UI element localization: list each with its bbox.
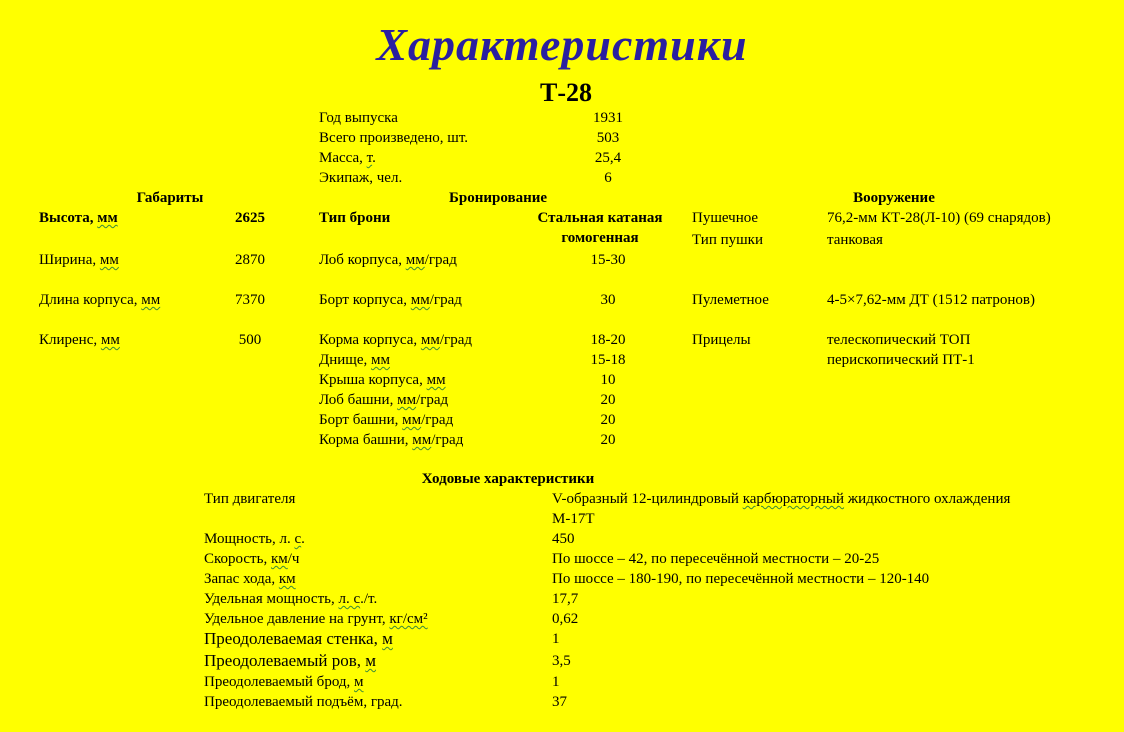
general-year-value: 1931 bbox=[593, 110, 623, 126]
engine-label: Тип двигателя bbox=[204, 491, 296, 507]
wall-value: 1 bbox=[552, 631, 560, 647]
general-produced-label: Всего произведено, шт. bbox=[319, 130, 469, 146]
weapons-gun-type-value: танковая bbox=[827, 232, 883, 248]
armor-row-label: Крыша корпуса, мм bbox=[319, 372, 446, 388]
armor-row-label: Борт башни, мм/град bbox=[319, 412, 454, 428]
specific-power-value: 17,7 bbox=[552, 591, 579, 607]
dim-width-value: 2870 bbox=[235, 252, 265, 268]
general-produced-value: 503 bbox=[596, 130, 620, 146]
dim-length-label: Длина корпуса, мм bbox=[39, 292, 161, 308]
armor-row-label: Корма башни, мм/град bbox=[319, 432, 464, 448]
range-value: По шоссе – 180-190, по пересечённой местности – 120-140 bbox=[552, 571, 930, 587]
armor-row-value: 18-20 bbox=[590, 332, 626, 348]
general-mass-value: 25,4 bbox=[594, 150, 622, 166]
armor-type-value-1: Стальная катаная bbox=[537, 210, 663, 226]
armor-type-label: Тип брони bbox=[319, 210, 391, 226]
dim-clearance-value: 500 bbox=[238, 332, 262, 348]
mobility-heading: Ходовые характеристики bbox=[421, 471, 595, 487]
armor-row-label: Лоб башни, мм/град bbox=[319, 392, 449, 408]
dimensions-heading: Габариты bbox=[136, 190, 204, 206]
armor-heading: Бронирование bbox=[448, 190, 548, 206]
armor-type-value-2: гомогенная bbox=[561, 230, 639, 246]
armor-row-value: 20 bbox=[600, 432, 616, 448]
armor-row-value: 15-30 bbox=[590, 252, 626, 268]
engine-model: М-17Т bbox=[552, 511, 595, 527]
dim-length-value: 7370 bbox=[235, 292, 265, 308]
dim-width-label: Ширина, мм bbox=[39, 252, 119, 268]
wall-label: Преодолеваемая стенка, м bbox=[204, 629, 393, 648]
dim-clearance-label: Клиренс, мм bbox=[39, 332, 120, 348]
armor-row-label: Борт корпуса, мм/град bbox=[319, 292, 462, 308]
ditch-value: 3,5 bbox=[552, 653, 571, 669]
power-label: Мощность, л. с. bbox=[204, 531, 305, 547]
armor-row-label: Лоб корпуса, мм/град bbox=[319, 252, 457, 268]
ford-label: Преодолеваемый брод, м bbox=[204, 674, 364, 690]
armor-row-value: 30 bbox=[600, 292, 616, 308]
ground-pressure-value: 0,62 bbox=[552, 611, 579, 627]
weapons-heading: Вооружение bbox=[853, 190, 935, 206]
weapons-gun-type-label: Тип пушки bbox=[692, 232, 763, 248]
ford-value: 1 bbox=[552, 674, 560, 690]
power-value: 450 bbox=[552, 531, 575, 547]
climb-label: Преодолеваемый подъём, град. bbox=[204, 694, 403, 710]
tank-model: Т-28 bbox=[540, 78, 592, 107]
range-label: Запас хода, км bbox=[204, 571, 296, 587]
page-title: Характеристики bbox=[376, 19, 748, 70]
armor-row-label: Корма корпуса, мм/град bbox=[319, 332, 472, 348]
weapons-mg-value: 4-5×7,62-мм ДТ (1512 патронов) bbox=[827, 292, 1035, 308]
weapons-sights-value: телескопический ТОП bbox=[827, 332, 971, 348]
dim-height-value: 2625 bbox=[235, 210, 265, 226]
ditch-label: Преодолеваемый ров, м bbox=[204, 651, 376, 670]
specific-power-label: Удельная мощность, л. с./т. bbox=[204, 591, 378, 607]
armor-row-value: 20 bbox=[600, 412, 616, 428]
general-crew-label: Экипаж, чел. bbox=[319, 170, 403, 186]
armor-row-value: 10 bbox=[600, 372, 616, 388]
general-mass-label: Масса, т. bbox=[319, 150, 376, 166]
speed-label: Скорость, км/ч bbox=[204, 551, 300, 567]
ground-pressure-label: Удельное давление на грунт, кг/см² bbox=[204, 611, 428, 627]
armor-row-label: Днище, мм bbox=[319, 352, 390, 368]
weapons-sights-value-2: перископический ПТ-1 bbox=[827, 352, 975, 368]
weapons-mg-label: Пулеметное bbox=[692, 292, 769, 308]
weapons-sights-label: Прицелы bbox=[692, 332, 751, 348]
weapons-gun-value: 76,2-мм КТ-28(Л-10) (69 снарядов) bbox=[827, 210, 1051, 226]
speed-value: По шоссе – 42, по пересечённой местности – 20-25 bbox=[552, 551, 880, 567]
dim-height-label: Высота, мм bbox=[39, 210, 118, 226]
climb-value: 37 bbox=[552, 694, 567, 710]
general-crew-value: 6 bbox=[604, 170, 612, 186]
engine-value: V-образный 12-цилиндровый карбюраторный жидкостного охлаждения bbox=[552, 491, 1011, 507]
armor-row-value: 20 bbox=[600, 392, 616, 408]
armor-row-value: 15-18 bbox=[590, 352, 626, 368]
general-year-label: Год выпуска bbox=[319, 110, 398, 126]
weapons-gun-label: Пушечное bbox=[692, 210, 759, 226]
